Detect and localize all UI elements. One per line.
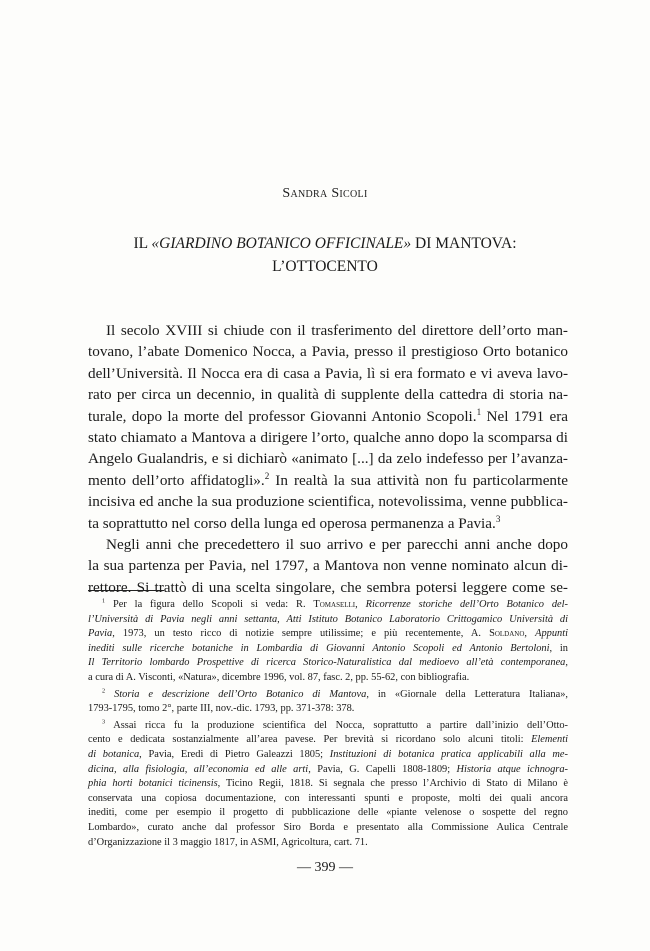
footnote-separator xyxy=(88,590,164,591)
footnote-1 xyxy=(88,598,568,686)
body-line: tovano, l’abate Domenico Nocca, a Pavia, presso il prestigioso Orto botanico xyxy=(88,343,568,361)
footnote-mark: 3 xyxy=(102,718,106,726)
footnote-line: $^3$ Assai ricca fu la produzione scientifica del Nocca, soprattutto a partire dall’inizio dell’Otto- xyxy=(102,718,568,731)
body-line: incisiva ed anche la sua produzione scientifica, notevolissima, venne pubblica- xyxy=(88,493,568,511)
footnote-ref: 2 xyxy=(264,470,270,481)
footnote-line: 1793-1795, tomo 2°, parte III, nov.-dic. 1793, pp. 371-378: 378. xyxy=(88,703,355,715)
footnote-line: $^2$ Storia e descrizione dell’Orto Botanico di Mantova, in «Giornale della Letteratura Italiana», xyxy=(102,687,568,700)
footnote-line: $^1$ Per la figura dello Scopoli si veda: R. Tomaselli, Ricorrenze storiche dell’Orto Botanico del- xyxy=(102,597,568,610)
body-line: Il secolo XVIII si chiude con il trasferimento del direttore dell’orto man- xyxy=(106,322,568,339)
footnote-2 xyxy=(88,688,568,717)
footnote-line: di botanica, Pavia, Eredi di Pietro Galeazzi 1805; Instituzioni di botanica pratica applicabili alla me- xyxy=(88,748,568,760)
page-number: — 399 — xyxy=(297,860,353,875)
author-name: Sandra Sicoli xyxy=(282,186,368,201)
body-line: turale, dopo la morte del professor Giovanni Antonio Scopoli.$^1$ Nel 1791 era xyxy=(88,406,568,425)
body-line: ta soprattutto nel corso della lunga ed operosa permanenza a Pavia.$^3$ xyxy=(88,513,501,532)
footnote-line: d’Organizzazione il 3 maggio 1817, in ASMI, Agricoltura, cart. 71. xyxy=(88,836,368,848)
footnote-mark: 2 xyxy=(102,687,106,695)
footnote-line: a cura di A. Visconti, «Natura», dicembre 1996, vol. 87, fasc. 2, pp. 55-62, con bibliografia. xyxy=(88,671,470,683)
footnote-line: inediti sulle ricerche botaniche in Lombardia di Giovanni Antonio Scopoli ed Antonio Bertoloni, in xyxy=(88,642,568,654)
body-line: rettore. Si trattò di una scelta singolare, che sembra potersi leggere come se- xyxy=(88,578,568,596)
footnote-line: Lombardo», curato anche dal professor Siro Borda e presentato alla Commissione Aulica Centrale xyxy=(88,821,568,833)
title-italic: «GIARDINO BOTANICO OFFICINALE» xyxy=(151,235,412,252)
body-line: Angelo Gualandris, e si dichiarò «animato [...] da zelo indefesso per l’avanza- xyxy=(88,450,568,468)
footnote-mark: 1 xyxy=(102,597,106,605)
body-line: stato chiamato a Mantova a dirigere l’orto, qualche anno dopo la scomparsa di xyxy=(88,429,568,447)
footnote-line: Il Territorio lombardo Prospettive di ricerca Storico-Naturalistica dal medioevo all’età contemporanea, xyxy=(88,657,568,669)
footnote-3 xyxy=(88,719,568,850)
body-line: Negli anni che precedettero il suo arrivo e per parecchi anni anche dopo xyxy=(106,536,568,554)
footnote-line: phia horti botanici ticinensis, Ticino Regii, 1818. Si segnala che presso l’Archivio di Stato di Milano è xyxy=(88,778,568,790)
footnote-line: conservata una copiosa documentazione, con interessanti spunti e proposte, molti dei quali ancora xyxy=(88,792,568,804)
footnote-line: cento e dedicata sostanzialmente all’area pavese. Per brevità si ricordano solo alcuni titoli: Elementi xyxy=(88,734,568,746)
footnote-line: inediti, come per esempio il progetto di pubblicazione delle «piante velenose o sospette del regno xyxy=(88,807,568,819)
body-line: dell’Università. Il Nocca era di casa a Pavia, lì si era formato e vi aveva lavo- xyxy=(88,364,568,382)
footnote-line: l’Università di Pavia negli anni settanta, Atti Istituto Botanico Laboratorio Crittogamico Università di xyxy=(88,613,568,625)
footnote-line: Pavia, 1973, un testo ricco di notizie sempre utilissime; e più recentemente, A. Soldano, Appunti xyxy=(88,628,568,640)
footnote-line: dicina, alla fisiologia, all’economia ed alle arti, Pavia, G. Capelli 1808-1809; Historia atque ichnogra- xyxy=(88,763,568,775)
footnotes xyxy=(88,598,568,852)
body-line: mento dell’orto affidatogli».$^2$ In realtà la sua attività non fu particolarmente xyxy=(88,470,568,489)
body-line: rato per circa un decennio, in qualità di supplente della cattedra di storia na- xyxy=(88,386,568,404)
footnote-ref: 1 xyxy=(476,406,482,417)
body-text xyxy=(88,320,568,598)
title-line-2: L’OTTOCENTO xyxy=(272,258,378,275)
footnote-ref: 3 xyxy=(495,513,501,524)
title-line-1: IL «GIARDINO BOTANICO OFFICINALE» DI MANTOVA: xyxy=(133,235,517,252)
body-line: la sua partenza per Pavia, nel 1797, a Mantova non venne nominato alcun di- xyxy=(88,557,568,575)
article-title xyxy=(60,232,590,278)
